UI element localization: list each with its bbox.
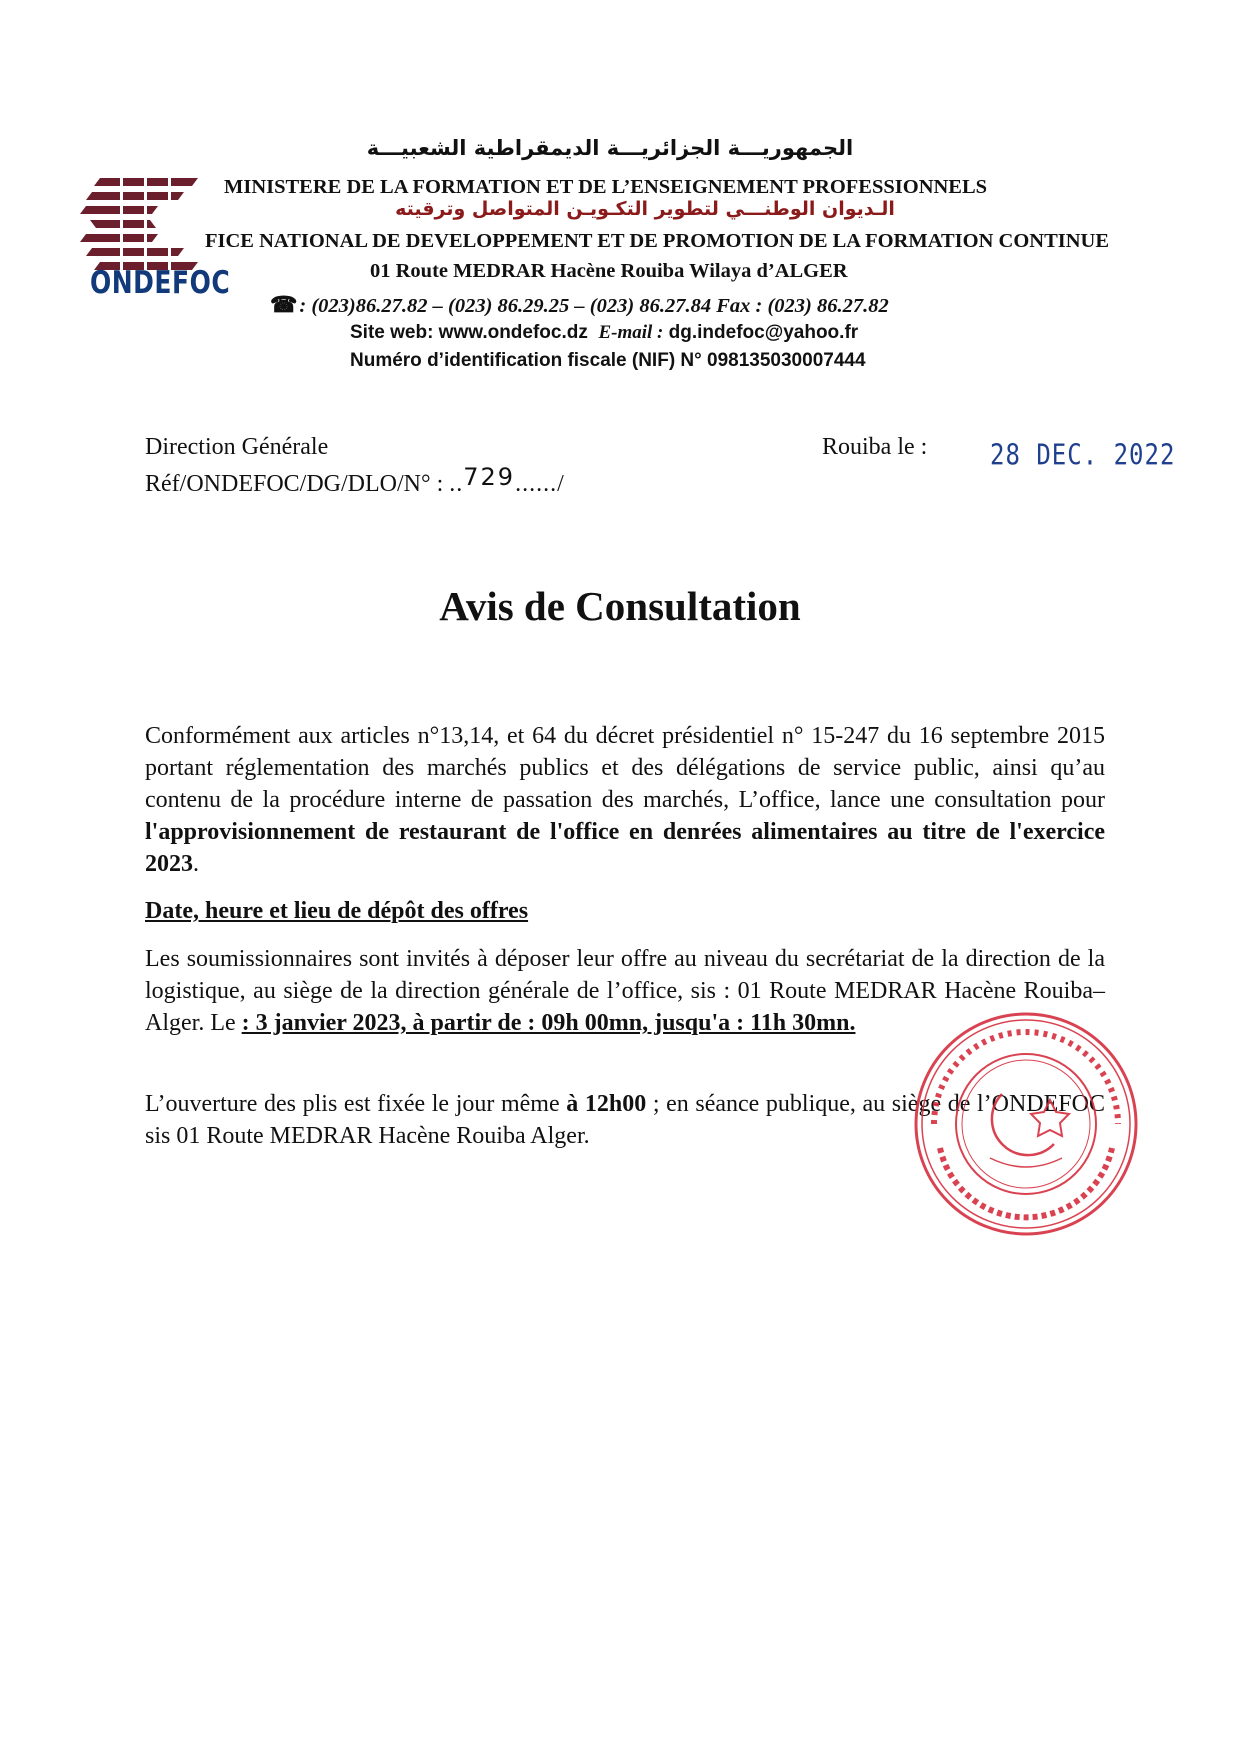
official-seal <box>910 1008 1142 1240</box>
contact-web <box>350 322 858 344</box>
opening-text: L’ouverture des plis est fixée le jour même <box>145 1091 567 1117</box>
republic-heading-arabic: الجمهوريـــة الجزائريـــة الديمقراطية الشعبيـــة <box>366 136 854 160</box>
reference-suffix: / <box>557 471 564 497</box>
place-label: Rouiba le : <box>822 434 928 460</box>
document-title: Avis de Consultation <box>439 583 801 629</box>
paragraph-intro: Conformément aux articles n°13,14, et 64 du décret présidentiel n° 15-247 du 16 septembre 2015 portant réglementation des marchés publics et des délégations de service public, ainsi qu’au contenu de la procédure interne de passation des marchés, L’office, lance une consultation pour l'approvisionnement de restaurant de l'office en denrées alimentaires au titre de l'exercice 2023. <box>145 723 1105 877</box>
office-heading: FICE NATIONAL DE DEVELOPPEMENT ET DE PROMOTION DE LA FORMATION CONTINUE <box>205 230 1110 252</box>
opening-time: à 12h00 <box>566 1091 647 1117</box>
reference-line: Réf/ONDEFOC/DG/DLO/N° : ..729....../ <box>145 463 564 497</box>
logo-wordmark: ONDEFOC <box>90 264 231 301</box>
phone-numbers: : (023)86.27.82 – (023) 86.29.25 – (023) 86.27.84 Fax : (023) 86.27.82 <box>299 295 889 317</box>
reference-number: 729 <box>463 463 516 491</box>
direction-label: Direction Générale <box>145 434 329 460</box>
deposit-text: Les soumissionnaires sont invités à déposer leur offre au niveau du secrétariat de la direction de la logistique, au siège de la direction générale de l’office, sis : 01 Route MEDRAR Hacène Rouiba–Alger. Le <box>145 946 1105 1036</box>
deposit-schedule: : 3 janvier 2023, à partir de : 09h 00mn, jusqu'a : 11h 30mn. <box>241 1010 856 1036</box>
phone-icon: ☎ <box>270 292 298 317</box>
section-heading: Date, heure et lieu de dépôt des offres <box>145 898 529 924</box>
intro-subject: l'approvisionnement de restaurant de l'office en denrées alimentaires au titre de l'exercice 2023 <box>145 819 1105 877</box>
date-stamp: 28 DEC. 2022 <box>990 438 1176 472</box>
email-label: E-mail : <box>598 322 664 343</box>
office-heading-arabic: الـديوان الوطنـــي لتطوير التكـويـن المتواصل وترقيته <box>395 198 895 220</box>
website: Site web: www.ondefoc.dz <box>350 322 588 343</box>
contact-phones <box>270 292 889 318</box>
reference-prefix: Réf/ONDEFOC/DG/DLO/N° : <box>145 471 444 497</box>
opening-text-end: ; en séance publique, au siège de l’ONDEFOC sis 01 Route MEDRAR Hacène Rouiba Alger. <box>145 1091 1105 1149</box>
email-address: dg.indefoc@yahoo.fr <box>668 322 859 343</box>
ministry-heading: MINISTERE DE LA FORMATION ET DE L’ENSEIGNEMENT PROFESSIONNELS <box>224 176 988 198</box>
intro-text: Conformément aux articles n°13,14, et 64 du décret présidentiel n° 15-247 du 16 septembre 2015 portant réglementation des marchés publics et des délégations de service public, ainsi qu’au contenu de la procédure interne de passation des marchés, L’office, lance une consultation pour <box>145 723 1105 813</box>
tax-id: Numéro d’identification fiscale (NIF) N° 098135030007444 <box>350 350 866 371</box>
office-address: 01 Route MEDRAR Hacène Rouiba Wilaya d’ALGER <box>370 260 848 282</box>
